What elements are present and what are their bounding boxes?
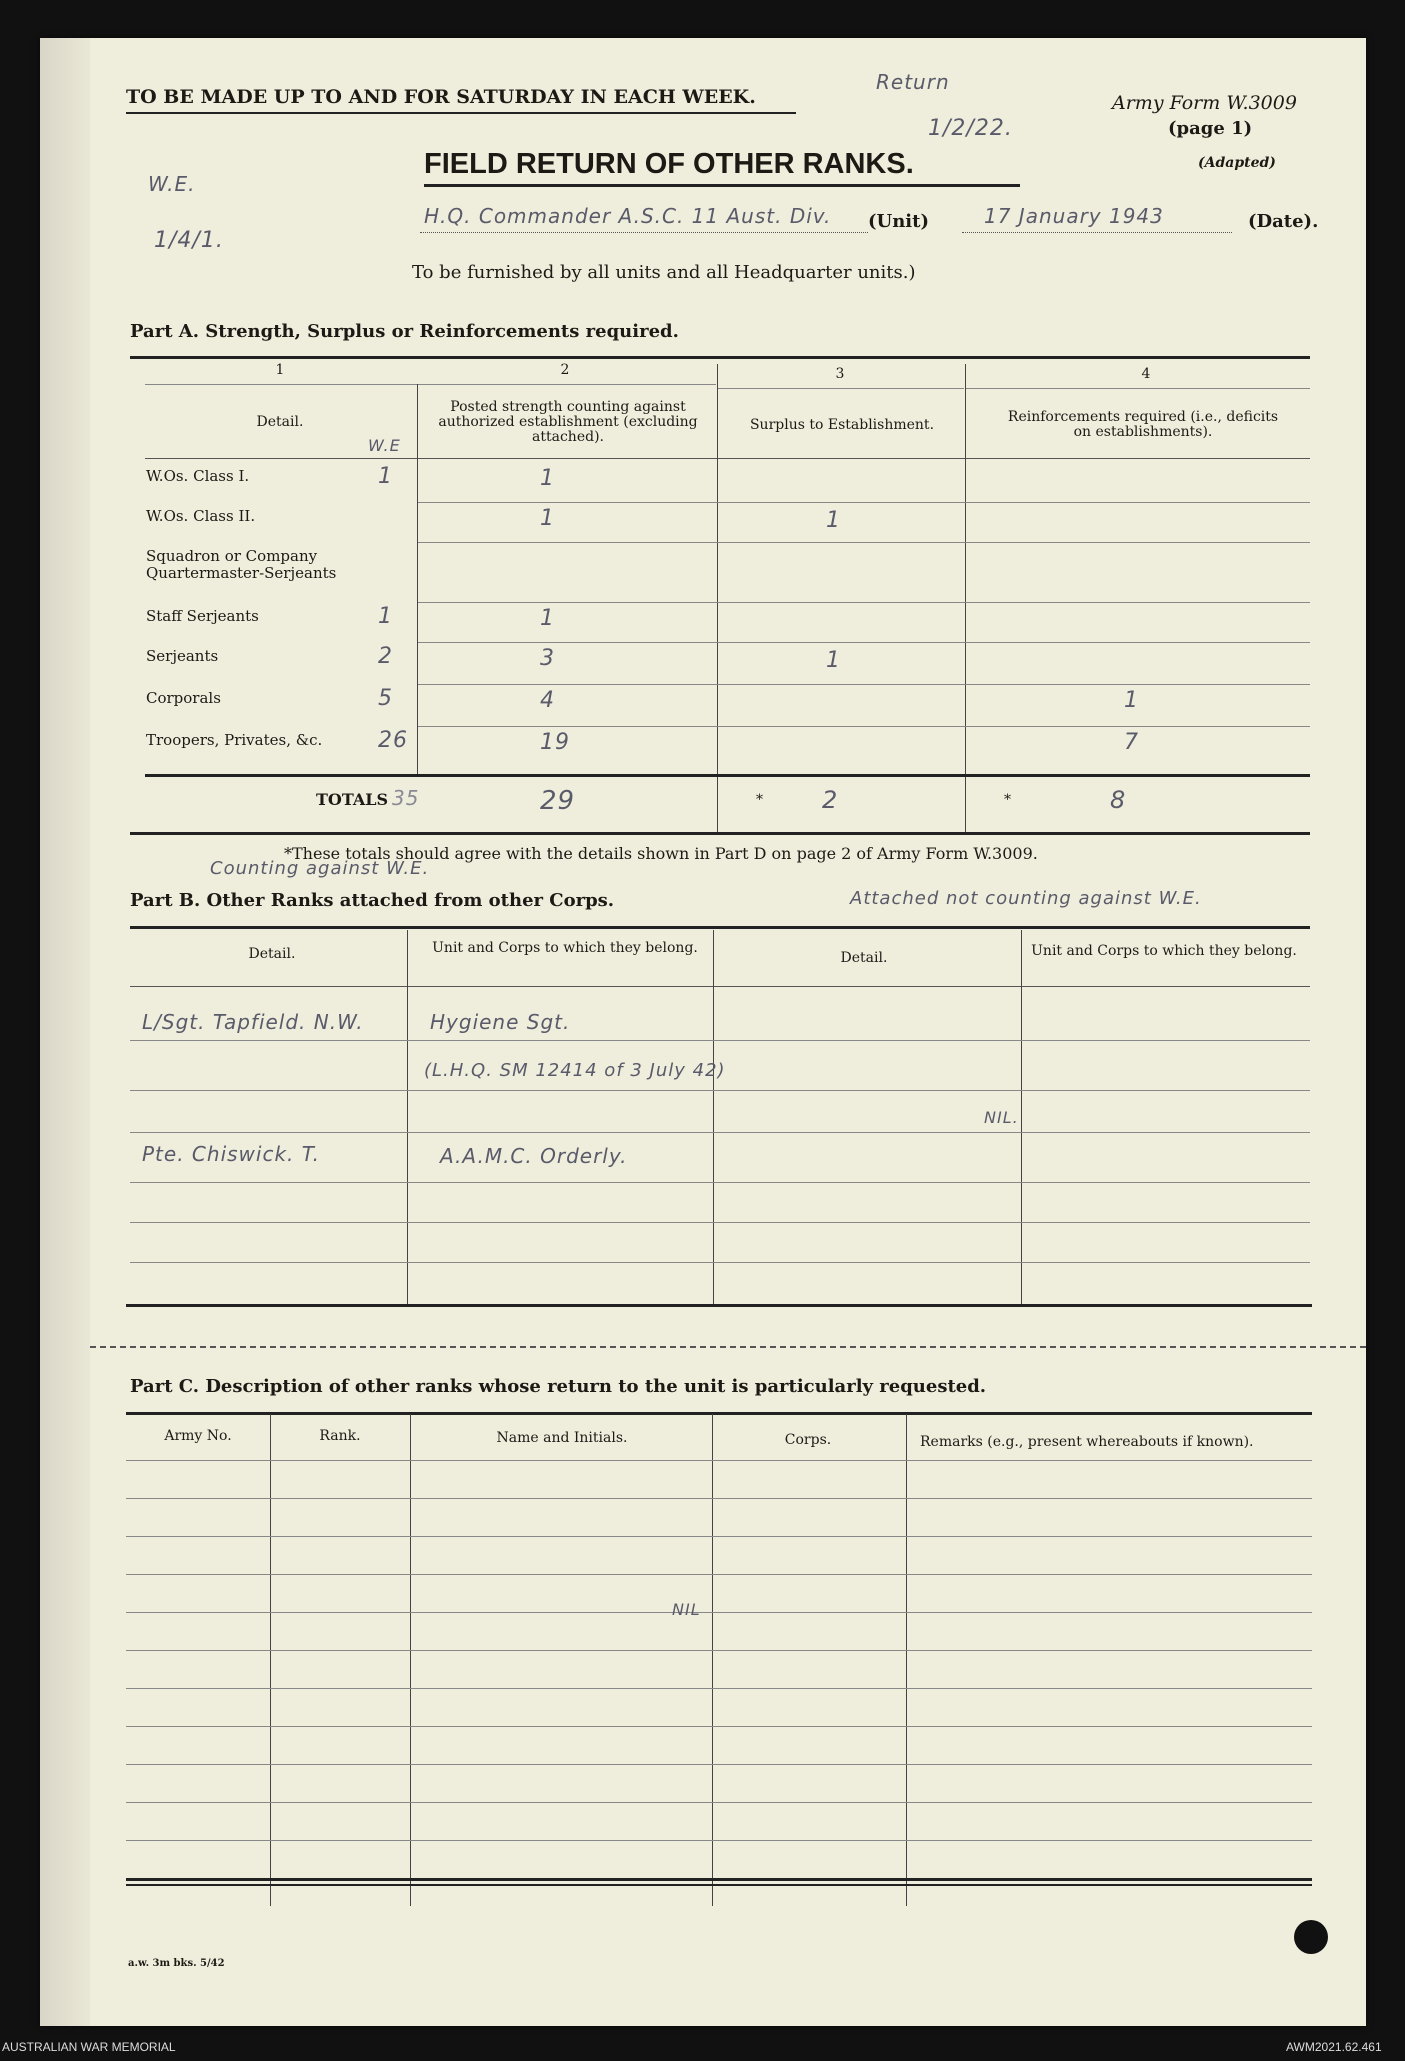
ruled-line [130, 1182, 1310, 1183]
totals-posted: 29 [540, 786, 576, 816]
form-subtitle: To be furnished by all units and all Headquarter units.) [412, 262, 916, 283]
instruction-text: TO BE MADE UP TO AND FOR SATURDAY IN EACH WEEK. [126, 86, 756, 108]
part-a-col-divider-2 [717, 364, 718, 834]
unit-label: (Unit) [868, 211, 929, 232]
totals-footnote: *These totals should agree with the details shown in Part D on page 2 of Army Form W.3009. [284, 844, 1038, 863]
attached-unit-1: Hygiene Sgt. [430, 1010, 571, 1034]
date-value: 17 January 1943 [984, 204, 1164, 228]
handwritten-return-date: 1/2/22. [928, 116, 1013, 141]
reinforcements-value: 1 [1124, 688, 1139, 713]
posted-value: 1 [540, 466, 555, 491]
row-rule [418, 642, 1310, 643]
punch-hole [1294, 1920, 1328, 1954]
part-c-header-rank: Rank. [319, 1428, 361, 1444]
attached-unit-2: A.A.M.C. Orderly. [440, 1144, 628, 1168]
we-value: 1 [378, 604, 393, 629]
we-value: 26 [378, 728, 408, 753]
row-rule [418, 684, 1310, 685]
part-a-header-detail: Detail. [256, 414, 304, 430]
part-a-totals-rule [145, 774, 1310, 777]
part-c-double-rule-bottom [126, 1884, 1312, 1886]
part-b-header-unit-right: Unit and Corps to which they belong. [1031, 943, 1297, 959]
adapted-note: (Adapted) [1198, 155, 1276, 171]
page-number: (page 1) [1168, 118, 1253, 139]
ruled-line [130, 1222, 1310, 1223]
part-a-col-number-1: 1 [275, 362, 285, 378]
part-a-header-reinforcements: Reinforcements required (i.e., deficits on establishments). [1007, 409, 1279, 440]
divider [966, 388, 1310, 389]
totals-surplus: 2 [822, 786, 839, 814]
handwritten-return: Return [876, 70, 950, 94]
ruled-line [126, 1764, 1312, 1765]
print-code: a.w. 3m bks. 5/42 [128, 1958, 225, 1969]
rank-label: Squadron or Company Quartermaster-Serjeants [146, 547, 337, 582]
ruled-line [126, 1536, 1312, 1537]
handwritten-we: W.E. [148, 172, 196, 196]
we-value: 1 [378, 464, 393, 489]
part-a-col-divider-1 [417, 384, 418, 774]
row-rule [418, 502, 1310, 503]
attached-not-counting-nil: NIL. [984, 1108, 1019, 1127]
rank-label: Corporals [146, 689, 221, 707]
part-c-double-rule-top [126, 1878, 1312, 1881]
part-b-header-detail-left: Detail. [248, 946, 296, 962]
part-c-top-rule [126, 1412, 1312, 1415]
we-value: 2 [378, 644, 393, 669]
ruled-line [130, 1132, 1310, 1133]
ruled-line [126, 1688, 1312, 1689]
part-c-col-divider-2 [410, 1414, 411, 1906]
ruled-line [126, 1650, 1312, 1651]
surplus-value: 1 [826, 508, 841, 533]
part-a-col-number-2: 2 [560, 362, 570, 378]
date-dotted-line [962, 232, 1232, 234]
ruled-line [130, 1090, 1310, 1091]
we-value: 5 [378, 686, 393, 711]
ruled-line [126, 1802, 1312, 1803]
posted-value: 19 [540, 730, 570, 755]
part-b-top-rule [130, 926, 1310, 929]
totals-we: 35 [392, 786, 420, 810]
posted-value: 3 [540, 646, 555, 671]
part-c-header-corps: Corps. [784, 1432, 832, 1448]
archive-credit: AUSTRALIAN WAR MEMORIAL [2, 2040, 176, 2054]
ruled-line [126, 1612, 1312, 1613]
rank-label: Serjeants [146, 647, 219, 665]
part-c-col-divider-4 [906, 1414, 907, 1906]
part-c-heading: Part C. Description of other ranks whose return to the unit is particularly requested. [130, 1376, 987, 1397]
attached-detail-2: Pte. Chiswick. T. [142, 1142, 320, 1166]
posted-value: 4 [540, 688, 555, 713]
part-a-heading: Part A. Strength, Surplus or Reinforcements required. [130, 321, 679, 342]
form-title: FIELD RETURN OF OTHER RANKS. [424, 148, 914, 180]
ruled-line [130, 1262, 1310, 1263]
unit-dotted-line [420, 232, 868, 234]
unit-value: H.Q. Commander A.S.C. 11 Aust. Div. [424, 204, 832, 228]
ruled-line [130, 1040, 1310, 1041]
divider [418, 384, 716, 385]
paper-edge [40, 38, 90, 2026]
divider [718, 388, 964, 389]
ruled-line [126, 1498, 1312, 1499]
handwritten-counting-against: Counting against W.E. [210, 858, 430, 879]
part-b-header-unit-left: Unit and Corps to which they belong. [432, 940, 698, 956]
part-a-bottom-rule [130, 832, 1310, 835]
part-c-header-name: Name and Initials. [496, 1430, 628, 1446]
totals-label: TOTALS [316, 790, 389, 809]
handwritten-we-column-label: W.E [368, 436, 401, 455]
totals-reinforcements: 8 [1110, 786, 1127, 814]
date-label: (Date). [1248, 211, 1319, 232]
part-b-col-divider-2 [713, 930, 714, 1304]
rank-label: W.Os. Class I. [146, 467, 250, 485]
part-b-heading: Part B. Other Ranks attached from other Corps. [130, 890, 615, 911]
part-b-col-divider-3 [1021, 930, 1022, 1304]
ruled-line [126, 1726, 1312, 1727]
totals-reinforcements-asterisk: * [1004, 792, 1011, 808]
part-a-header-surplus: Surplus to Establishment. [749, 417, 935, 433]
divider [145, 384, 417, 385]
reinforcements-value: 7 [1124, 730, 1139, 755]
handwritten-reference: 1/4/1. [154, 228, 224, 253]
part-b-bottom-rule [126, 1304, 1312, 1307]
posted-value: 1 [540, 606, 555, 631]
totals-surplus-asterisk: * [756, 792, 763, 808]
part-c-col-divider-1 [270, 1414, 271, 1906]
row-rule [418, 602, 1310, 603]
rank-label: Staff Serjeants [146, 607, 259, 625]
handwritten-attached-not-counting: Attached not counting against W.E. [850, 888, 1202, 909]
ruled-line [126, 1840, 1312, 1841]
rank-label: Troopers, Privates, &c. [146, 731, 323, 749]
posted-value: 1 [540, 506, 555, 531]
part-b-col-divider-1 [407, 930, 408, 1304]
title-underline [424, 184, 1020, 187]
part-a-col-divider-3 [965, 364, 966, 834]
archive-reference: AWM2021.62.461 [1286, 2040, 1382, 2054]
part-a-header-posted: Posted strength counting against authorized establishment (excluding attached). [438, 399, 698, 445]
part-a-col-number-4: 4 [1141, 366, 1151, 382]
part-b-header-rule [130, 986, 1310, 987]
part-c-nil: NIL [672, 1600, 701, 1619]
part-a-col-number-3: 3 [835, 366, 845, 382]
ruled-line [126, 1574, 1312, 1575]
rank-label: W.Os. Class II. [146, 507, 256, 525]
attached-detail-1: L/Sgt. Tapfield. N.W. [142, 1010, 364, 1034]
part-a-top-rule [130, 356, 1310, 359]
tear-off-line [90, 1346, 1366, 1348]
part-a-header-rule [145, 458, 1310, 459]
part-b-header-detail-right: Detail. [840, 950, 888, 966]
row-rule [418, 542, 1310, 543]
attached-unit-1-reference: (L.H.Q. SM 12414 of 3 July 42) [424, 1060, 726, 1081]
surplus-value: 1 [826, 648, 841, 673]
form-number: Army Form W.3009 [1112, 92, 1297, 114]
part-c-col-divider-3 [712, 1414, 713, 1906]
row-rule [418, 726, 1310, 727]
part-c-header-remarks: Remarks (e.g., present whereabouts if known). [920, 1434, 1254, 1450]
ruled-line [126, 1460, 1312, 1461]
instruction-underline [126, 112, 796, 114]
part-c-header-army-no: Army No. [164, 1428, 232, 1444]
